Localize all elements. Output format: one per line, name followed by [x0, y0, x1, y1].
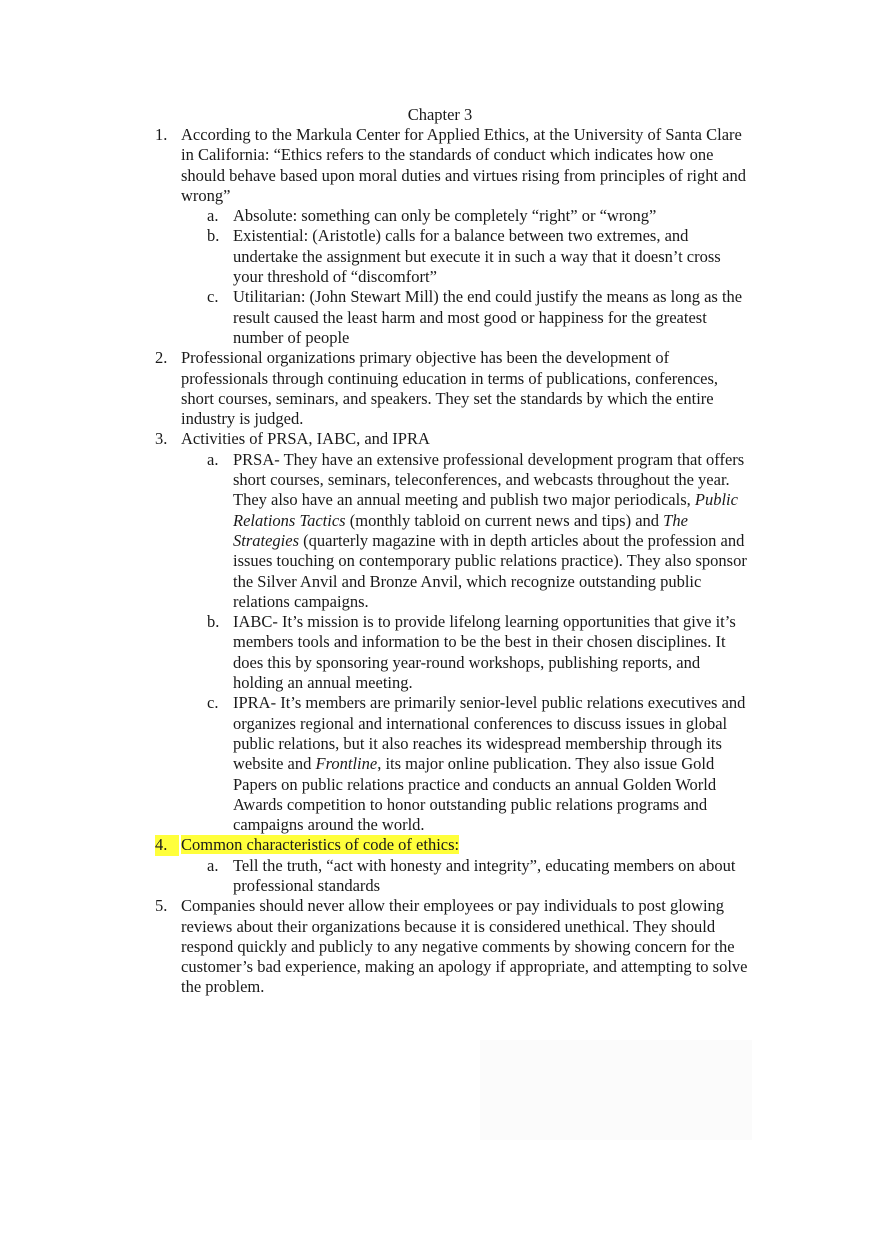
sub-item-1a [207, 206, 753, 226]
list-item-3 [155, 429, 753, 835]
sub-list [181, 450, 753, 836]
item-text-highlighted: Common characteristics of code of ethics: [181, 835, 460, 855]
sub-item-3b [207, 612, 753, 693]
sub-item-text: IABC- It’s mission is to provide lifelong learning opportunities that give it’s members tools and information to be the best in their chosen disciplines. It does this by sponsoring year-round workshops, publishing reports, and holding an annual meeting. [233, 612, 736, 693]
list-item-4 [155, 835, 753, 896]
sub-item-letter: b. [207, 612, 220, 632]
sub-item-text: Utilitarian: (John Stewart Mill) the end could justify the means as long as the result caused the least harm and most good or happiness for the greatest number of people [233, 287, 743, 347]
sub-item-letter: a. [207, 855, 219, 875]
item-number: 5. [155, 896, 168, 916]
publication-title: Frontline [315, 754, 378, 774]
sub-item-text-part: IPRA- It’s members are primarily senior-level public relations executives and organizes regional and international conferences to discuss issues in global public relations, but it also reaches its widespread membership through its website and [233, 693, 746, 774]
publication-title: The Strategies [233, 510, 688, 550]
sub-list [181, 856, 753, 897]
sub-item-letter: a. [207, 449, 219, 469]
page-title: Chapter 3 [407, 105, 473, 124]
sub-item-text: Tell the truth, “act with honesty and integrity”, educating members on about professional standards [233, 855, 736, 895]
list-item-5 [155, 896, 753, 997]
item-number: 1. [155, 125, 168, 144]
sub-item-text-part: , its major online publication. They also issue Gold Papers on public relations practice and conducts an annual Golden World Awards competition to honor outstanding public relations programs and campaigns around the world. [233, 754, 717, 835]
sub-item-4a [207, 855, 753, 897]
item-number: 3. [155, 429, 168, 449]
item-text: According to the Markula Center for Applied Ethics, at the University of Santa Clare in California: “Ethics refers to the standards of conduct which indicates how one should behave based upon moral duties and virtues rising from principles of right and wrong” [181, 125, 747, 205]
item-text: Companies should never allow their employees or pay individuals to post glowing reviews about their organizations because it is considered unethical. They should respond quickly and publicly to any negative comments by showing concern for the customer’s bad experience, making an apology if appropriate, and attempting to solve the problem. [181, 896, 748, 997]
sub-item-text: Existential: (Aristotle) calls for a balance between two extremes, and undertake the assignment but execute it in such a way that it doesn’t cross your threshold of “discomfort” [233, 226, 721, 287]
item-text: Professional organizations primary objective has been the development of professionals through continuing education in terms of publications, conferences, short courses, seminars, and speakers. They set the standards by which the entire industry is judged. [181, 348, 719, 429]
list-item-1 [155, 125, 753, 348]
sub-item-letter: c. [207, 693, 219, 713]
publication-title: Public Relations Tactics [233, 490, 738, 530]
sub-item-text-part: PRSA- They have an extensive professional development program that offers short courses, seminars, teleconferences, and webcasts throughout the year. They also have an annual meeting and publish two major periodicals, [233, 449, 745, 510]
item-number-highlighted: 4. [155, 835, 179, 855]
item-number: 2. [155, 348, 168, 368]
sub-list [181, 206, 753, 348]
sub-item-1b [207, 226, 753, 287]
sub-item-letter: a. [207, 206, 219, 226]
main-list [155, 125, 753, 998]
sub-item-3c [207, 693, 753, 835]
sub-item-text: Absolute: something can only be completely “right” or “wrong” [233, 206, 657, 226]
sub-item-1c [207, 287, 753, 348]
faint-scan-artifact [480, 1040, 752, 1140]
list-item-2 [155, 348, 753, 429]
sub-item-text-part: (quarterly magazine with in depth articles about the profession and issues touching on contemporary public relations practice). They also sponsor the Silver Anvil and Bronze Anvil, which recognize outstanding public relations campaigns. [233, 530, 747, 611]
item-text: Activities of PRSA, IABC, and IPRA [181, 429, 430, 449]
document-body [155, 125, 753, 998]
sub-item-letter: c. [207, 287, 219, 307]
sub-item-letter: b. [207, 226, 220, 246]
sub-item-3a [207, 449, 753, 612]
sub-item-text-part: (monthly tabloid on current news and tips) and [345, 510, 664, 530]
